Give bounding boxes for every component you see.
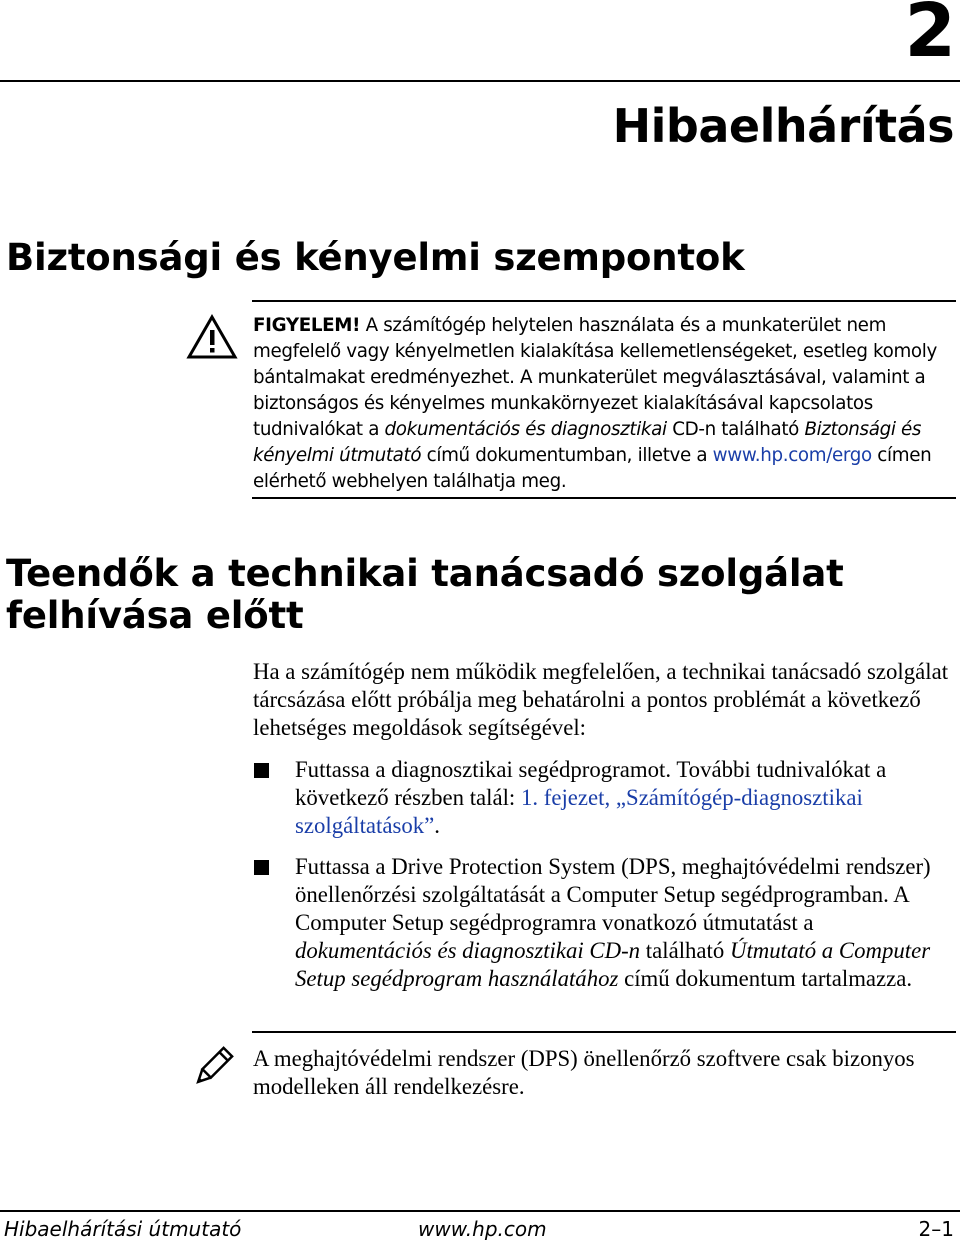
bullet-marker [254, 860, 269, 875]
warning-text [253, 313, 953, 495]
ergo-link[interactable]: www.hp.com/ergo [712, 445, 872, 466]
note-top-rule [252, 1031, 956, 1033]
section-heading-before-call-line1: Teendők a technikai tanácsadó szolgálat [6, 552, 844, 595]
bullet-1-tail: . [434, 813, 440, 838]
bullet-2-text-3: című dokumentum tartalmazza. [618, 966, 913, 991]
bullet-item-diagnostics [295, 756, 955, 840]
chapter-title: Hibaelhárítás [612, 99, 954, 153]
bullet-2-italic-1: dokumentációs és diagnosztikai CD-n [295, 938, 641, 963]
note-text: A meghajtóvédelmi rendszer (DPS) önellenőrző szoftvere csak bizonyos modelleken áll rendelkezésre. [253, 1046, 915, 1099]
footer-page-number: 2–1 [918, 1217, 954, 1241]
bullet-1-text: Futtassa a diagnosztikai segédprogramot. További tudnivalókat a következő részben talál: [295, 757, 887, 810]
warning-label: FIGYELEM! [253, 315, 361, 336]
warning-icon [186, 314, 238, 360]
warning-bottom-rule [252, 497, 956, 499]
chapter-number: 2 [904, 0, 954, 74]
warning-body-2: CD-n található [666, 419, 805, 440]
warning-top-rule [252, 300, 956, 302]
warning-body-4: címen elérhető webhelyen találhatja meg. [253, 445, 932, 492]
warning-italic-2: Biztonsági és kényelmi útmutató [253, 419, 922, 466]
chapter1-link[interactable]: 1. fejezet, „Számítógép-diagnosztikai szolgáltatások” [295, 785, 863, 838]
warning-body-3: című dokumentumban, illetve a [421, 445, 713, 466]
bullet-marker [254, 763, 269, 778]
bullet-item-dps [295, 853, 955, 993]
section-heading-safety: Biztonsági és kényelmi szempontok [6, 236, 745, 279]
warning-italic-1: dokumentációs és diagnosztikai [384, 419, 667, 440]
intro-paragraph: Ha a számítógép nem működik megfelelően, a technikai tanácsadó szolgálat tárcsázása előtt próbálja meg behatárolni a pontos problémát a következő lehetséges megoldások segítségével: [253, 659, 949, 740]
footer-url[interactable]: www.hp.com [418, 1217, 547, 1241]
bullet-2-text-1: Futtassa a Drive Protection System (DPS, meghajtóvédelmi rendszer) önellenőrzési szolgáltatását a Computer Setup segédprogramban. A Computer Setup segédprogramra vonatkozó útmutatást a [295, 854, 931, 935]
footer-doc-title: Hibaelhárítási útmutató [4, 1217, 242, 1241]
pencil-note-icon [190, 1044, 236, 1090]
bullet-2-italic-2: Útmutató a Computer Setup segédprogram használatához [295, 938, 931, 991]
chapter-rule [0, 80, 960, 82]
warning-body-1: A számítógép helytelen használata és a munkaterület nem megfelelő vagy kényelmetlen kialakítása kellemetlenségeket, esetleg komoly bántalmakat eredményezhet. A munkaterület megválasztásával, valamint a biztonságos és kényelmes munkakörnyezet kialakításával kapcsolatos tudnivalókat a [253, 315, 937, 440]
footer-rule [0, 1210, 960, 1212]
bullet-2-text-2: található [640, 938, 730, 963]
section-heading-before-call-line2: felhívása előtt [6, 594, 304, 637]
